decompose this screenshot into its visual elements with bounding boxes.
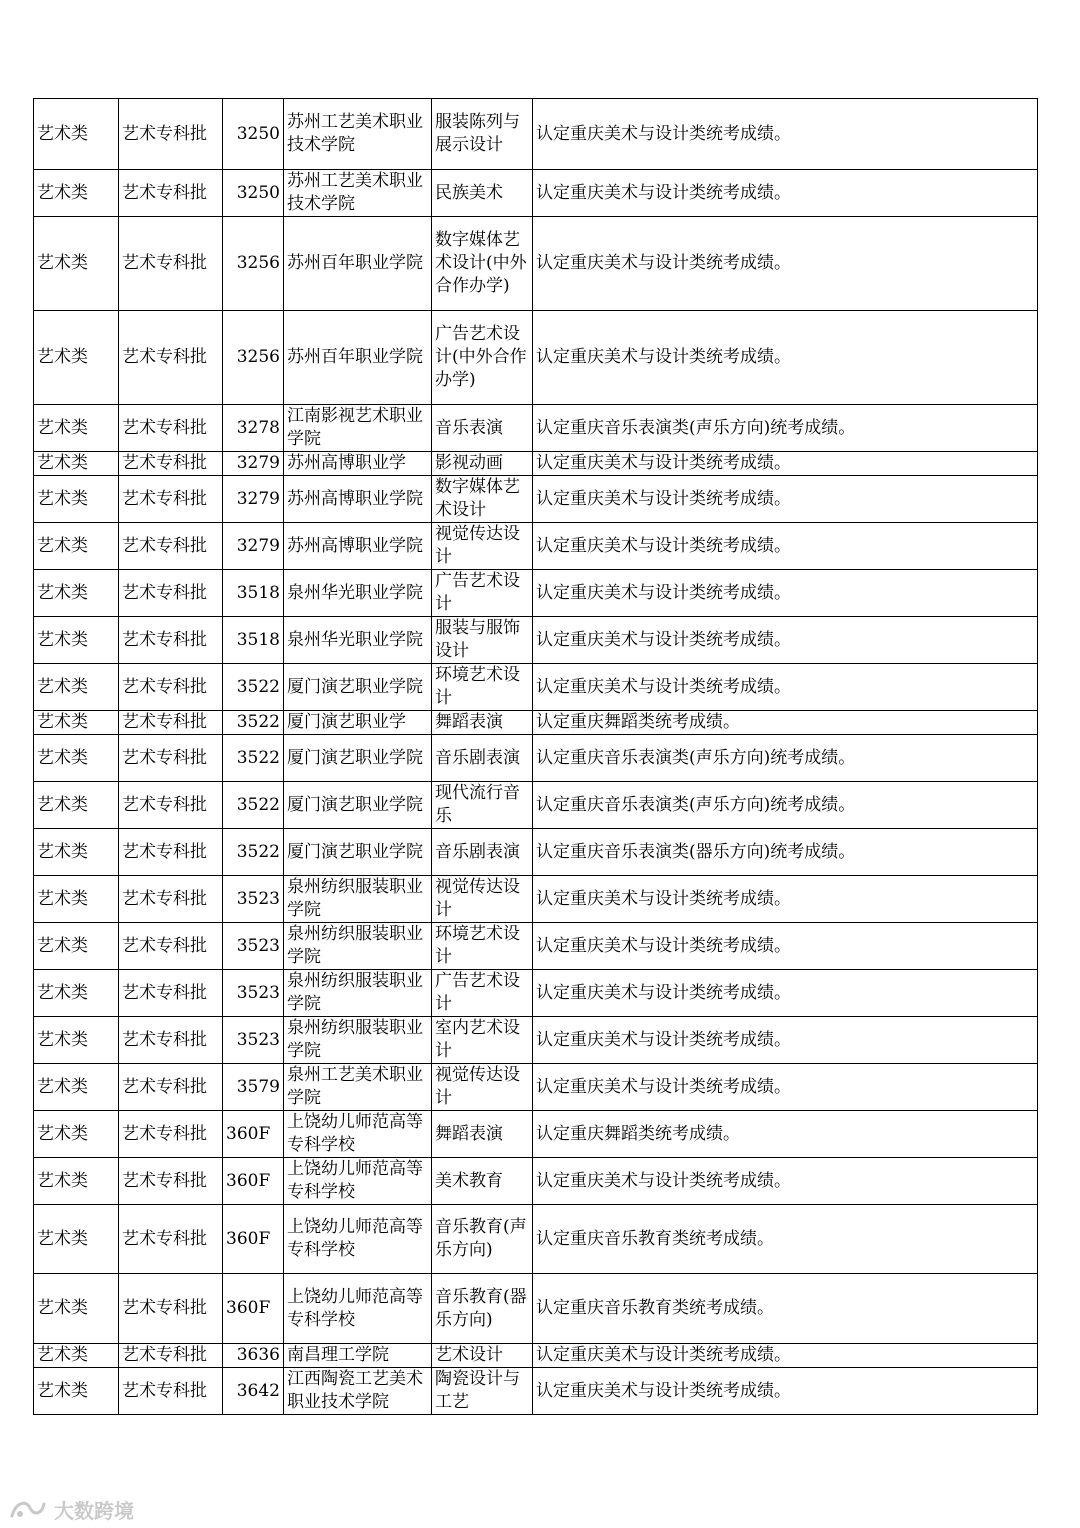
note-cell: 认定重庆音乐教育类统考成绩。 [533,1205,1038,1274]
major-cell: 广告艺术设计(中外合作办学) [432,311,533,405]
table-row [34,829,1038,876]
category-cell: 艺术类 [34,476,119,523]
school-cell: 泉州纺织服装职业学院 [284,876,432,923]
major-cell: 音乐教育(器乐方向) [432,1274,533,1344]
table-row [34,1344,1038,1368]
note-cell: 认定重庆美术与设计类统考成绩。 [533,311,1038,405]
school-cell: 泉州纺织服装职业学院 [284,923,432,970]
code-cell: 3523 [223,876,284,923]
school-cell: 上饶幼儿师范高等专科学校 [284,1274,432,1344]
code-cell: 3518 [223,570,284,617]
major-cell: 环境艺术设计 [432,664,533,711]
major-cell: 舞蹈表演 [432,1111,533,1158]
table-row [34,876,1038,923]
note-cell: 认定重庆音乐表演类(声乐方向)统考成绩。 [533,782,1038,829]
code-cell: 3279 [223,476,284,523]
major-cell: 影视动画 [432,452,533,476]
note-cell: 认定重庆美术与设计类统考成绩。 [533,1368,1038,1415]
code-cell: 3642 [223,1368,284,1415]
school-cell: 泉州华光职业学院 [284,617,432,664]
school-cell: 苏州百年职业学院 [284,217,432,311]
school-cell: 泉州纺织服装职业学院 [284,970,432,1017]
table-body [34,99,1038,1415]
school-cell: 厦门演艺职业学 [284,711,432,735]
school-cell: 苏州高博职业学院 [284,476,432,523]
code-cell: 3522 [223,711,284,735]
category-cell: 艺术类 [34,829,119,876]
note-cell: 认定重庆音乐表演类(器乐方向)统考成绩。 [533,829,1038,876]
code-cell: 3523 [223,1017,284,1064]
category-cell: 艺术类 [34,1064,119,1111]
batch-cell: 艺术专科批 [119,1205,223,1274]
code-cell: 3278 [223,405,284,452]
note-cell: 认定重庆美术与设计类统考成绩。 [533,452,1038,476]
category-cell: 艺术类 [34,523,119,570]
major-cell: 服装与服饰设计 [432,617,533,664]
note-cell: 认定重庆音乐教育类统考成绩。 [533,1274,1038,1344]
code-cell: 3522 [223,664,284,711]
category-cell: 艺术类 [34,452,119,476]
batch-cell: 艺术专科批 [119,1017,223,1064]
batch-cell: 艺术专科批 [119,1274,223,1344]
batch-cell: 艺术专科批 [119,782,223,829]
major-cell: 视觉传达设计 [432,876,533,923]
batch-cell: 艺术专科批 [119,523,223,570]
code-cell: 3256 [223,311,284,405]
school-cell: 苏州工艺美术职业技术学院 [284,99,432,170]
school-cell: 苏州高博职业学院 [284,523,432,570]
table-row [34,1205,1038,1274]
school-cell: 上饶幼儿师范高等专科学校 [284,1158,432,1205]
note-cell: 认定重庆美术与设计类统考成绩。 [533,99,1038,170]
note-cell: 认定重庆舞蹈类统考成绩。 [533,711,1038,735]
batch-cell: 艺术专科批 [119,1368,223,1415]
code-cell: 3579 [223,1064,284,1111]
code-cell: 3250 [223,99,284,170]
batch-cell: 艺术专科批 [119,570,223,617]
note-cell: 认定重庆美术与设计类统考成绩。 [533,664,1038,711]
major-cell: 音乐剧表演 [432,829,533,876]
school-cell: 厦门演艺职业学院 [284,782,432,829]
table-row [34,1064,1038,1111]
code-cell: 360F [223,1274,284,1344]
table-row [34,735,1038,782]
table-row [34,99,1038,170]
category-cell: 艺术类 [34,617,119,664]
school-cell: 苏州工艺美术职业技术学院 [284,170,432,217]
table-row [34,1368,1038,1415]
category-cell: 艺术类 [34,1274,119,1344]
category-cell: 艺术类 [34,876,119,923]
school-cell: 泉州纺织服装职业学院 [284,1017,432,1064]
note-cell: 认定重庆美术与设计类统考成绩。 [533,923,1038,970]
batch-cell: 艺术专科批 [119,876,223,923]
batch-cell: 艺术专科批 [119,476,223,523]
major-cell: 广告艺术设计 [432,970,533,1017]
category-cell: 艺术类 [34,1158,119,1205]
batch-cell: 艺术专科批 [119,217,223,311]
major-cell: 音乐教育(声乐方向) [432,1205,533,1274]
table-row [34,923,1038,970]
note-cell: 认定重庆音乐表演类(声乐方向)统考成绩。 [533,405,1038,452]
note-cell: 认定重庆美术与设计类统考成绩。 [533,1344,1038,1368]
category-cell: 艺术类 [34,923,119,970]
batch-cell: 艺术专科批 [119,617,223,664]
category-cell: 艺术类 [34,711,119,735]
note-cell: 认定重庆美术与设计类统考成绩。 [533,876,1038,923]
school-cell: 上饶幼儿师范高等专科学校 [284,1111,432,1158]
major-cell: 音乐表演 [432,405,533,452]
note-cell: 认定重庆美术与设计类统考成绩。 [533,970,1038,1017]
major-cell: 视觉传达设计 [432,1064,533,1111]
table-row [34,1274,1038,1344]
major-cell: 舞蹈表演 [432,711,533,735]
watermark [8,1494,134,1524]
category-cell: 艺术类 [34,1205,119,1274]
category-cell: 艺术类 [34,1111,119,1158]
category-cell: 艺术类 [34,99,119,170]
note-cell: 认定重庆美术与设计类统考成绩。 [533,1017,1038,1064]
table-row [34,1017,1038,1064]
batch-cell: 艺术专科批 [119,311,223,405]
code-cell: 3279 [223,523,284,570]
note-cell: 认定重庆美术与设计类统考成绩。 [533,170,1038,217]
table-row [34,711,1038,735]
batch-cell: 艺术专科批 [119,923,223,970]
code-cell: 3279 [223,452,284,476]
school-cell: 泉州华光职业学院 [284,570,432,617]
major-cell: 室内艺术设计 [432,1017,533,1064]
table-row [34,217,1038,311]
code-cell: 360F [223,1158,284,1205]
admission-table [33,98,1038,1415]
batch-cell: 艺术专科批 [119,664,223,711]
table-row [34,970,1038,1017]
major-cell: 广告艺术设计 [432,570,533,617]
code-cell: 3523 [223,923,284,970]
table-row [34,1111,1038,1158]
code-cell: 3522 [223,735,284,782]
school-cell: 上饶幼儿师范高等专科学校 [284,1205,432,1274]
code-cell: 360F [223,1205,284,1274]
note-cell: 认定重庆美术与设计类统考成绩。 [533,523,1038,570]
batch-cell: 艺术专科批 [119,1344,223,1368]
note-cell: 认定重庆美术与设计类统考成绩。 [533,217,1038,311]
school-cell: 泉州工艺美术职业学院 [284,1064,432,1111]
school-cell: 苏州高博职业学 [284,452,432,476]
code-cell: 3256 [223,217,284,311]
school-cell: 江西陶瓷工艺美术职业技术学院 [284,1368,432,1415]
table-row [34,405,1038,452]
table-row [34,617,1038,664]
major-cell: 视觉传达设计 [432,523,533,570]
batch-cell: 艺术专科批 [119,99,223,170]
code-cell: 360F [223,1111,284,1158]
table-row [34,1158,1038,1205]
note-cell: 认定重庆音乐表演类(声乐方向)统考成绩。 [533,735,1038,782]
table-row [34,782,1038,829]
major-cell: 美术教育 [432,1158,533,1205]
major-cell: 现代流行音乐 [432,782,533,829]
category-cell: 艺术类 [34,217,119,311]
code-cell: 3523 [223,970,284,1017]
table-row [34,664,1038,711]
note-cell: 认定重庆舞蹈类统考成绩。 [533,1111,1038,1158]
batch-cell: 艺术专科批 [119,735,223,782]
major-cell: 音乐剧表演 [432,735,533,782]
batch-cell: 艺术专科批 [119,970,223,1017]
category-cell: 艺术类 [34,970,119,1017]
code-cell: 3518 [223,617,284,664]
table-row [34,476,1038,523]
category-cell: 艺术类 [34,735,119,782]
code-cell: 3522 [223,782,284,829]
code-cell: 3522 [223,829,284,876]
note-cell: 认定重庆美术与设计类统考成绩。 [533,1158,1038,1205]
category-cell: 艺术类 [34,170,119,217]
category-cell: 艺术类 [34,782,119,829]
batch-cell: 艺术专科批 [119,1064,223,1111]
major-cell: 民族美术 [432,170,533,217]
code-cell: 3636 [223,1344,284,1368]
batch-cell: 艺术专科批 [119,1158,223,1205]
school-cell: 江南影视艺术职业学院 [284,405,432,452]
batch-cell: 艺术专科批 [119,405,223,452]
table-row [34,311,1038,405]
batch-cell: 艺术专科批 [119,711,223,735]
school-cell: 厦门演艺职业学院 [284,664,432,711]
table-row [34,452,1038,476]
batch-cell: 艺术专科批 [119,829,223,876]
major-cell: 艺术设计 [432,1344,533,1368]
watermark-logo-icon [8,1496,48,1522]
note-cell: 认定重庆美术与设计类统考成绩。 [533,570,1038,617]
major-cell: 服装陈列与展示设计 [432,99,533,170]
category-cell: 艺术类 [34,405,119,452]
major-cell: 陶瓷设计与工艺 [432,1368,533,1415]
major-cell: 环境艺术设计 [432,923,533,970]
table-row [34,170,1038,217]
category-cell: 艺术类 [34,1368,119,1415]
category-cell: 艺术类 [34,664,119,711]
category-cell: 艺术类 [34,311,119,405]
batch-cell: 艺术专科批 [119,170,223,217]
note-cell: 认定重庆美术与设计类统考成绩。 [533,476,1038,523]
table-row [34,523,1038,570]
batch-cell: 艺术专科批 [119,452,223,476]
note-cell: 认定重庆美术与设计类统考成绩。 [533,617,1038,664]
school-cell: 厦门演艺职业学院 [284,735,432,782]
major-cell: 数字媒体艺术设计 [432,476,533,523]
school-cell: 南昌理工学院 [284,1344,432,1368]
note-cell: 认定重庆美术与设计类统考成绩。 [533,1064,1038,1111]
category-cell: 艺术类 [34,1017,119,1064]
category-cell: 艺术类 [34,1344,119,1368]
watermark-text: 大数跨境 [54,1498,134,1523]
table-row [34,570,1038,617]
major-cell: 数字媒体艺术设计(中外合作办学) [432,217,533,311]
school-cell: 厦门演艺职业学院 [284,829,432,876]
code-cell: 3250 [223,170,284,217]
school-cell: 苏州百年职业学院 [284,311,432,405]
category-cell: 艺术类 [34,570,119,617]
batch-cell: 艺术专科批 [119,1111,223,1158]
